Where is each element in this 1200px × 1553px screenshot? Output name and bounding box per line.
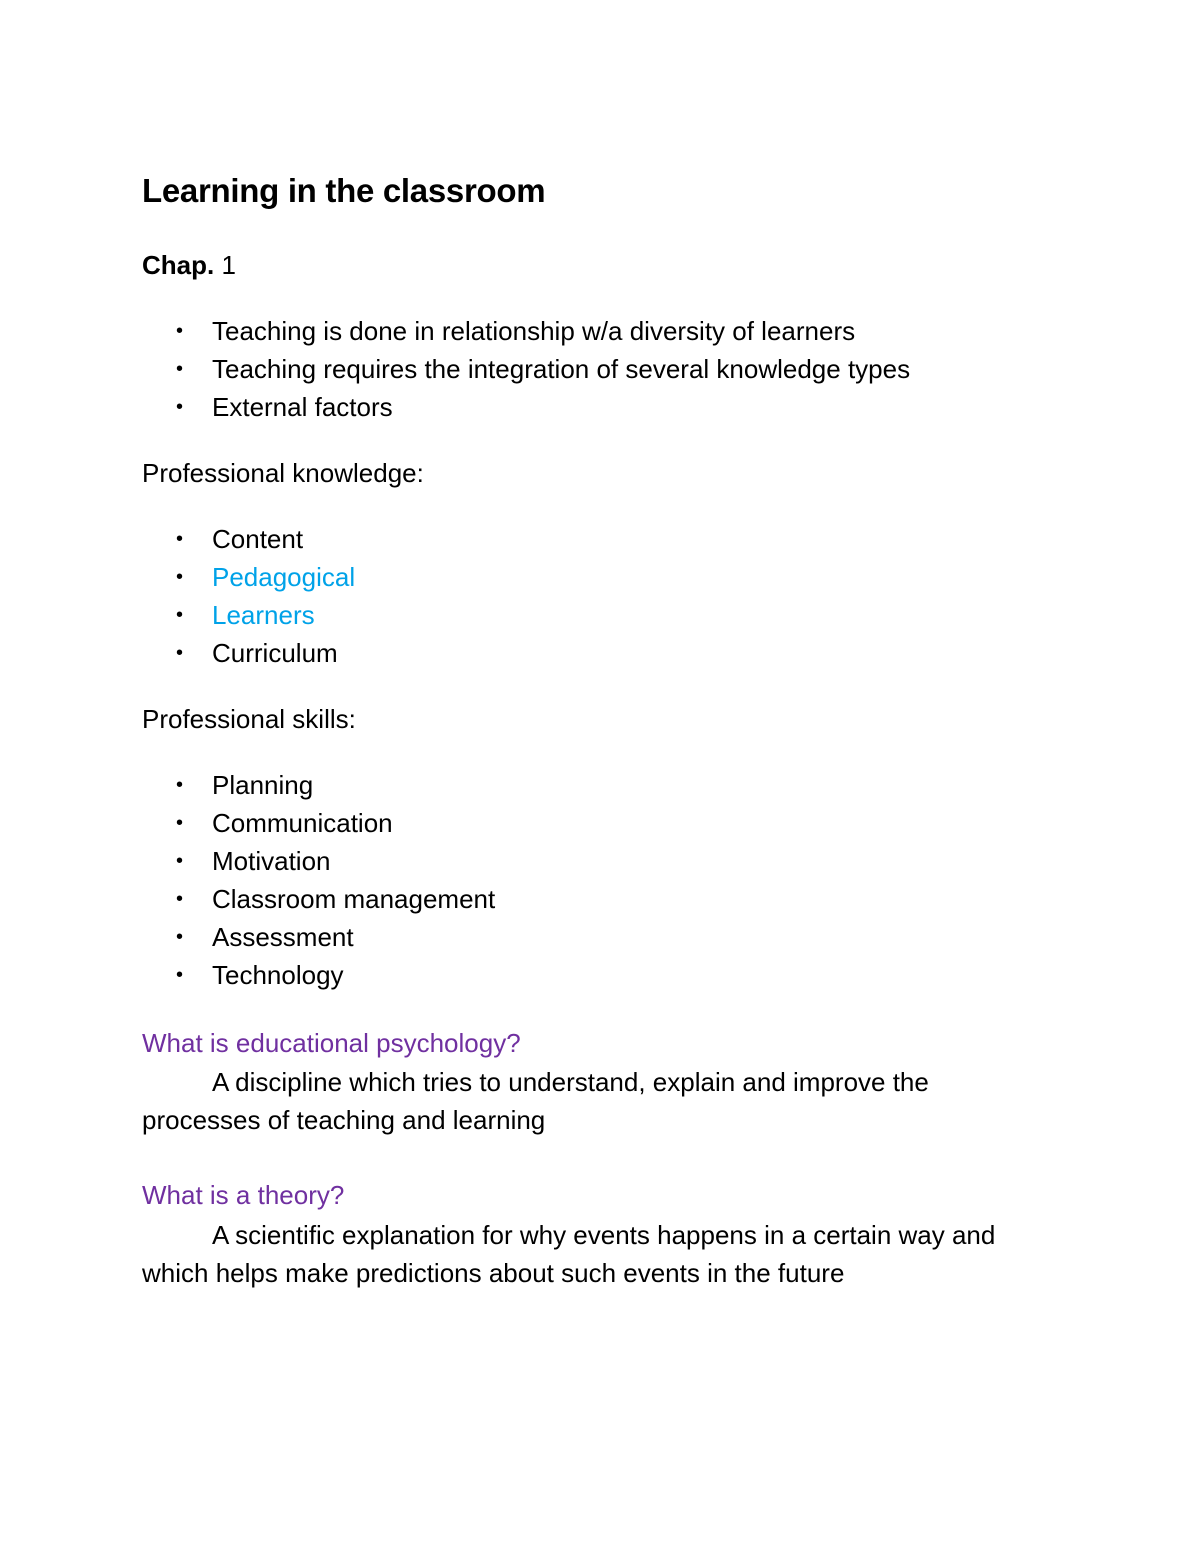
professional-knowledge-label: Professional knowledge: <box>142 458 424 488</box>
bullet-icon: • <box>176 396 184 418</box>
bullet-icon: • <box>176 566 184 588</box>
answer-educational-psychology: A discipline which tries to understand, explain and improve the processes of teaching and learning <box>142 1067 929 1135</box>
list-item: • Content <box>142 520 355 558</box>
bullet-icon: • <box>176 320 184 342</box>
bullet-icon: • <box>176 926 184 948</box>
list-item: • Planning <box>142 766 495 804</box>
bullet-icon: • <box>176 642 184 664</box>
professional-skills-list <box>142 766 495 994</box>
chapter-label: Chap. <box>142 250 215 280</box>
list-item: • Learners <box>142 596 355 634</box>
list-item: • Teaching is done in relationship w/a diversity of learners <box>142 312 910 350</box>
professional-knowledge-list <box>142 520 355 672</box>
list-item: • Curriculum <box>142 634 355 672</box>
answer-theory: A scientific explanation for why events happens in a certain way and which helps make predictions about such events in the future <box>142 1220 996 1288</box>
bullet-icon: • <box>176 774 184 796</box>
bullet-icon: • <box>176 604 184 626</box>
list-item: • Motivation <box>142 842 495 880</box>
bullet-icon: • <box>176 888 184 910</box>
list-item: • Technology <box>142 956 495 994</box>
chapter-heading <box>142 250 236 281</box>
list-item: • Communication <box>142 804 495 842</box>
question-theory: What is a theory? <box>142 1180 345 1210</box>
professional-skills-label: Professional skills: <box>142 704 356 734</box>
intro-bullet-list <box>142 312 910 426</box>
bullet-icon: • <box>176 812 184 834</box>
list-item: • Classroom management <box>142 880 495 918</box>
list-item: • Assessment <box>142 918 495 956</box>
list-item: • Pedagogical <box>142 558 355 596</box>
bullet-icon: • <box>176 850 184 872</box>
chapter-number: 1 <box>221 250 236 280</box>
bullet-icon: • <box>176 528 184 550</box>
list-item: • External factors <box>142 388 910 426</box>
document-title: Learning in the classroom <box>142 172 546 209</box>
list-item: • Teaching requires the integration of several knowledge types <box>142 350 910 388</box>
bullet-icon: • <box>176 964 184 986</box>
question-educational-psychology: What is educational psychology? <box>142 1028 521 1058</box>
bullet-icon: • <box>176 358 184 380</box>
